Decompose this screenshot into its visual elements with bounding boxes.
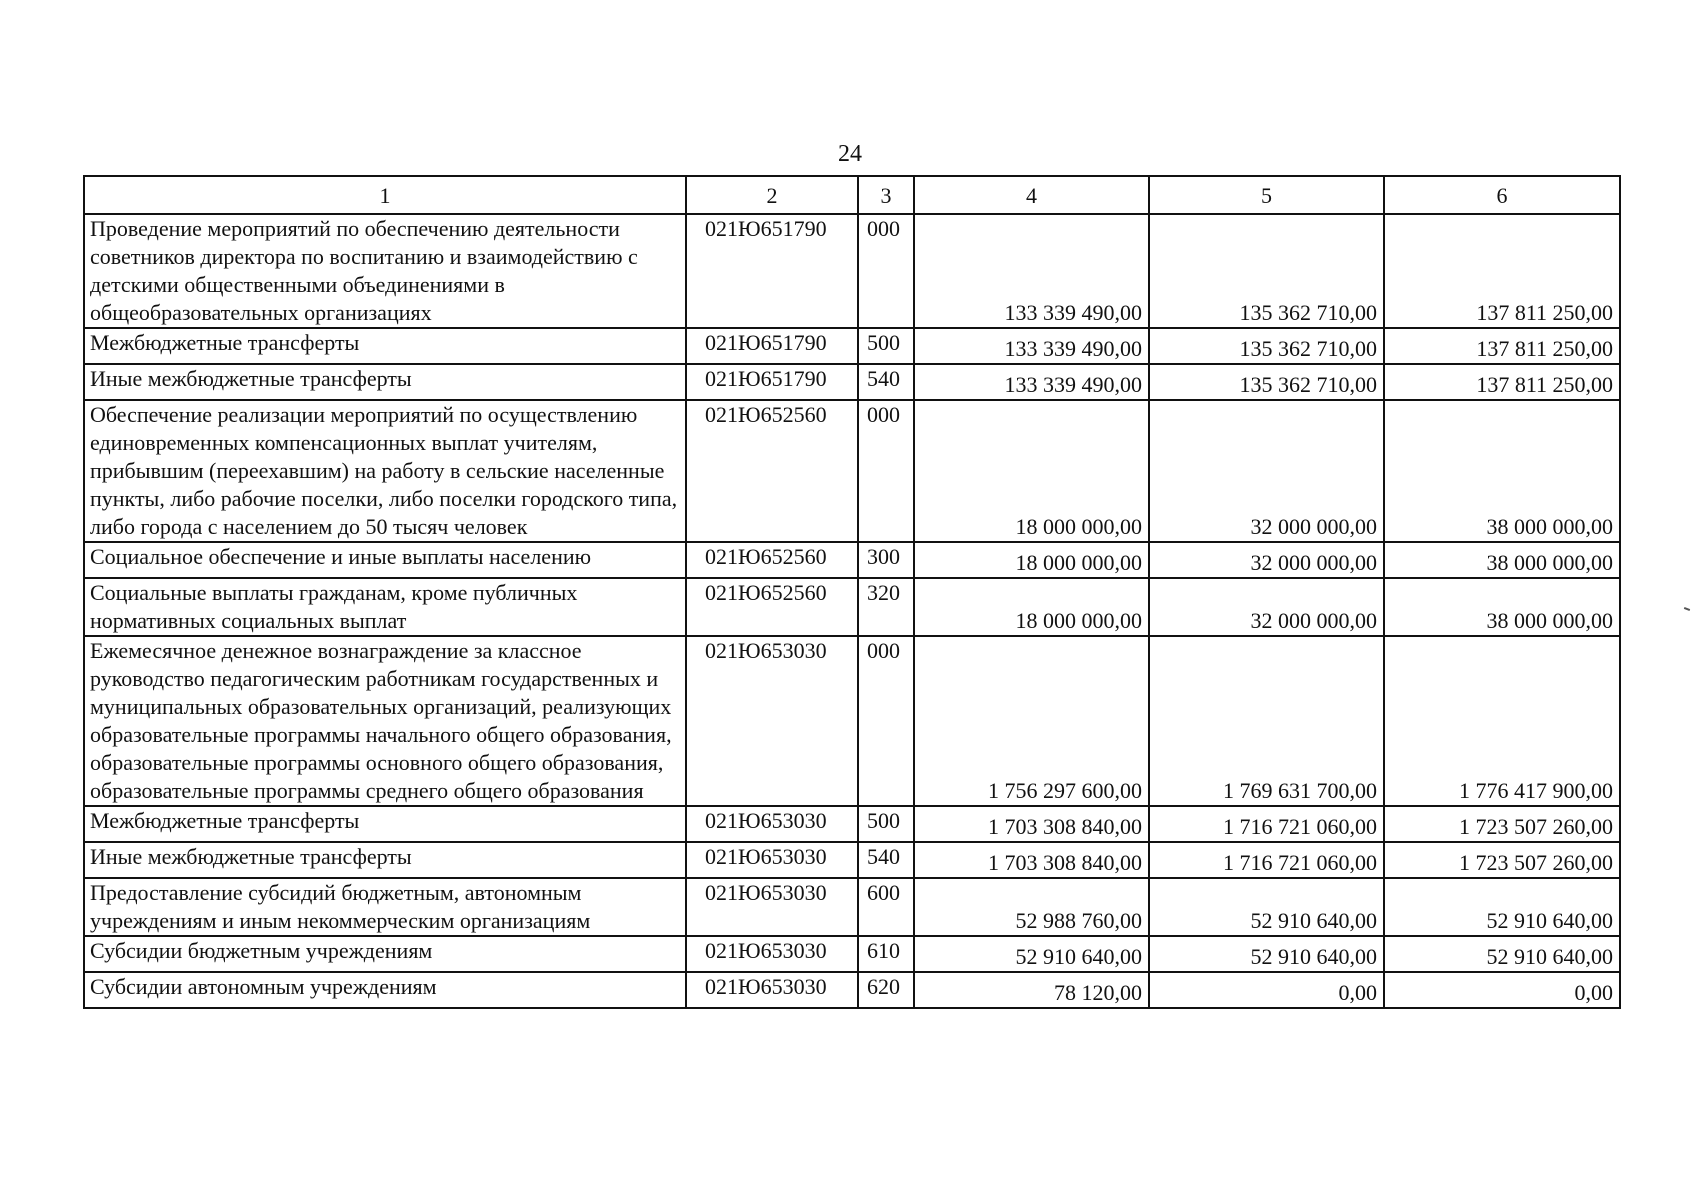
column-header-5: 5: [1149, 176, 1384, 214]
header-row: [84, 176, 1620, 214]
row-amount-col4: 1 703 308 840,00: [914, 842, 1149, 878]
row-amount-col4: 18 000 000,00: [914, 400, 1149, 542]
row-expense-type: 620: [858, 972, 914, 1008]
row-expense-type: 600: [858, 878, 914, 936]
row-amount-col4: 52 988 760,00: [914, 878, 1149, 936]
row-expense-type: 000: [858, 400, 914, 542]
row-amount-col6: 0,00: [1384, 972, 1620, 1008]
row-target-code: 021Ю653030: [686, 972, 858, 1008]
row-amount-col5: 135 362 710,00: [1149, 328, 1384, 364]
row-amount-col5: 32 000 000,00: [1149, 400, 1384, 542]
column-header-1: 1: [84, 176, 686, 214]
column-header-2: 2: [686, 176, 858, 214]
row-description: Обеспечение реализации мероприятий по осуществлению единовременных компенсационных выплат учителям, прибывшим (переехавшим) на работу в сельские населенные пункты, либо рабочие поселки, либо поселки городского типа, либо города с населением до 50 тысяч человек: [84, 400, 686, 542]
row-amount-col5: 32 000 000,00: [1149, 542, 1384, 578]
row-expense-type: 300: [858, 542, 914, 578]
row-target-code: 021Ю653030: [686, 842, 858, 878]
row-amount-col6: 38 000 000,00: [1384, 578, 1620, 636]
row-description: Проведение мероприятий по обеспечению деятельности советников директора по воспитанию и взаимодействию с детскими общественными объединениями в общеобразовательных организациях: [84, 214, 686, 328]
row-expense-type: 540: [858, 364, 914, 400]
row-target-code: 021Ю651790: [686, 214, 858, 328]
row-amount-col4: 133 339 490,00: [914, 214, 1149, 328]
row-amount-col6: 52 910 640,00: [1384, 936, 1620, 972]
row-description: Иные межбюджетные трансферты: [84, 842, 686, 878]
row-target-code: 021Ю652560: [686, 400, 858, 542]
row-amount-col4: 52 910 640,00: [914, 936, 1149, 972]
table-row: [84, 842, 1620, 878]
row-expense-type: 000: [858, 636, 914, 806]
row-amount-col4: 1 756 297 600,00: [914, 636, 1149, 806]
row-expense-type: 500: [858, 328, 914, 364]
row-description: Социальное обеспечение и иные выплаты населению: [84, 542, 686, 578]
row-amount-col6: 137 811 250,00: [1384, 364, 1620, 400]
row-target-code: 021Ю653030: [686, 878, 858, 936]
row-amount-col6: 38 000 000,00: [1384, 542, 1620, 578]
row-amount-col4: 133 339 490,00: [914, 364, 1149, 400]
table-row: [84, 542, 1620, 578]
row-amount-col4: 78 120,00: [914, 972, 1149, 1008]
row-amount-col4: 18 000 000,00: [914, 542, 1149, 578]
table-row: [84, 214, 1620, 328]
row-target-code: 021Ю651790: [686, 364, 858, 400]
table-row: [84, 936, 1620, 972]
row-target-code: 021Ю651790: [686, 328, 858, 364]
row-expense-type: 320: [858, 578, 914, 636]
table-row: [84, 578, 1620, 636]
row-amount-col5: 135 362 710,00: [1149, 364, 1384, 400]
row-amount-col6: 38 000 000,00: [1384, 400, 1620, 542]
row-amount-col6: 137 811 250,00: [1384, 328, 1620, 364]
row-amount-col5: 0,00: [1149, 972, 1384, 1008]
row-expense-type: 610: [858, 936, 914, 972]
table-row: [84, 972, 1620, 1008]
table-row: [84, 328, 1620, 364]
row-amount-col5: 1 716 721 060,00: [1149, 842, 1384, 878]
row-expense-type: 540: [858, 842, 914, 878]
row-amount-col5: 1 716 721 060,00: [1149, 806, 1384, 842]
row-amount-col4: 1 703 308 840,00: [914, 806, 1149, 842]
row-amount-col5: 1 769 631 700,00: [1149, 636, 1384, 806]
row-description: Межбюджетные трансферты: [84, 328, 686, 364]
scan-speck: [1684, 607, 1690, 611]
row-amount-col5: 52 910 640,00: [1149, 936, 1384, 972]
row-target-code: 021Ю652560: [686, 578, 858, 636]
table-row: [84, 636, 1620, 806]
row-description: Межбюджетные трансферты: [84, 806, 686, 842]
table-row: [84, 878, 1620, 936]
table-row: [84, 364, 1620, 400]
page-number: 24: [838, 141, 862, 167]
column-header-4: 4: [914, 176, 1149, 214]
row-amount-col6: 1 723 507 260,00: [1384, 806, 1620, 842]
row-target-code: 021Ю653030: [686, 936, 858, 972]
row-amount-col6: 52 910 640,00: [1384, 878, 1620, 936]
row-target-code: 021Ю652560: [686, 542, 858, 578]
row-amount-col6: 137 811 250,00: [1384, 214, 1620, 328]
budget-table: [83, 175, 1621, 1009]
row-description: Предоставление субсидий бюджетным, автономным учреждениям и иным некоммерческим организациям: [84, 878, 686, 936]
column-header-6: 6: [1384, 176, 1620, 214]
row-expense-type: 000: [858, 214, 914, 328]
row-expense-type: 500: [858, 806, 914, 842]
row-description: Иные межбюджетные трансферты: [84, 364, 686, 400]
row-description: Социальные выплаты гражданам, кроме публичных нормативных социальных выплат: [84, 578, 686, 636]
table-row: [84, 400, 1620, 542]
column-header-3: 3: [858, 176, 914, 214]
row-target-code: 021Ю653030: [686, 806, 858, 842]
table-row: [84, 806, 1620, 842]
row-amount-col5: 135 362 710,00: [1149, 214, 1384, 328]
row-amount-col5: 32 000 000,00: [1149, 578, 1384, 636]
row-target-code: 021Ю653030: [686, 636, 858, 806]
row-amount-col5: 52 910 640,00: [1149, 878, 1384, 936]
row-description: Субсидии автономным учреждениям: [84, 972, 686, 1008]
row-description: Ежемесячное денежное вознаграждение за классное руководство педагогическим работникам государственных и муниципальных образовательных организаций, реализующих образовательные программы начального общего образования, образовательные программы основного общего образования, образовательные программы среднего общего образования: [84, 636, 686, 806]
row-amount-col4: 18 000 000,00: [914, 578, 1149, 636]
row-amount-col4: 133 339 490,00: [914, 328, 1149, 364]
row-amount-col6: 1 776 417 900,00: [1384, 636, 1620, 806]
row-description: Субсидии бюджетным учреждениям: [84, 936, 686, 972]
row-amount-col6: 1 723 507 260,00: [1384, 842, 1620, 878]
